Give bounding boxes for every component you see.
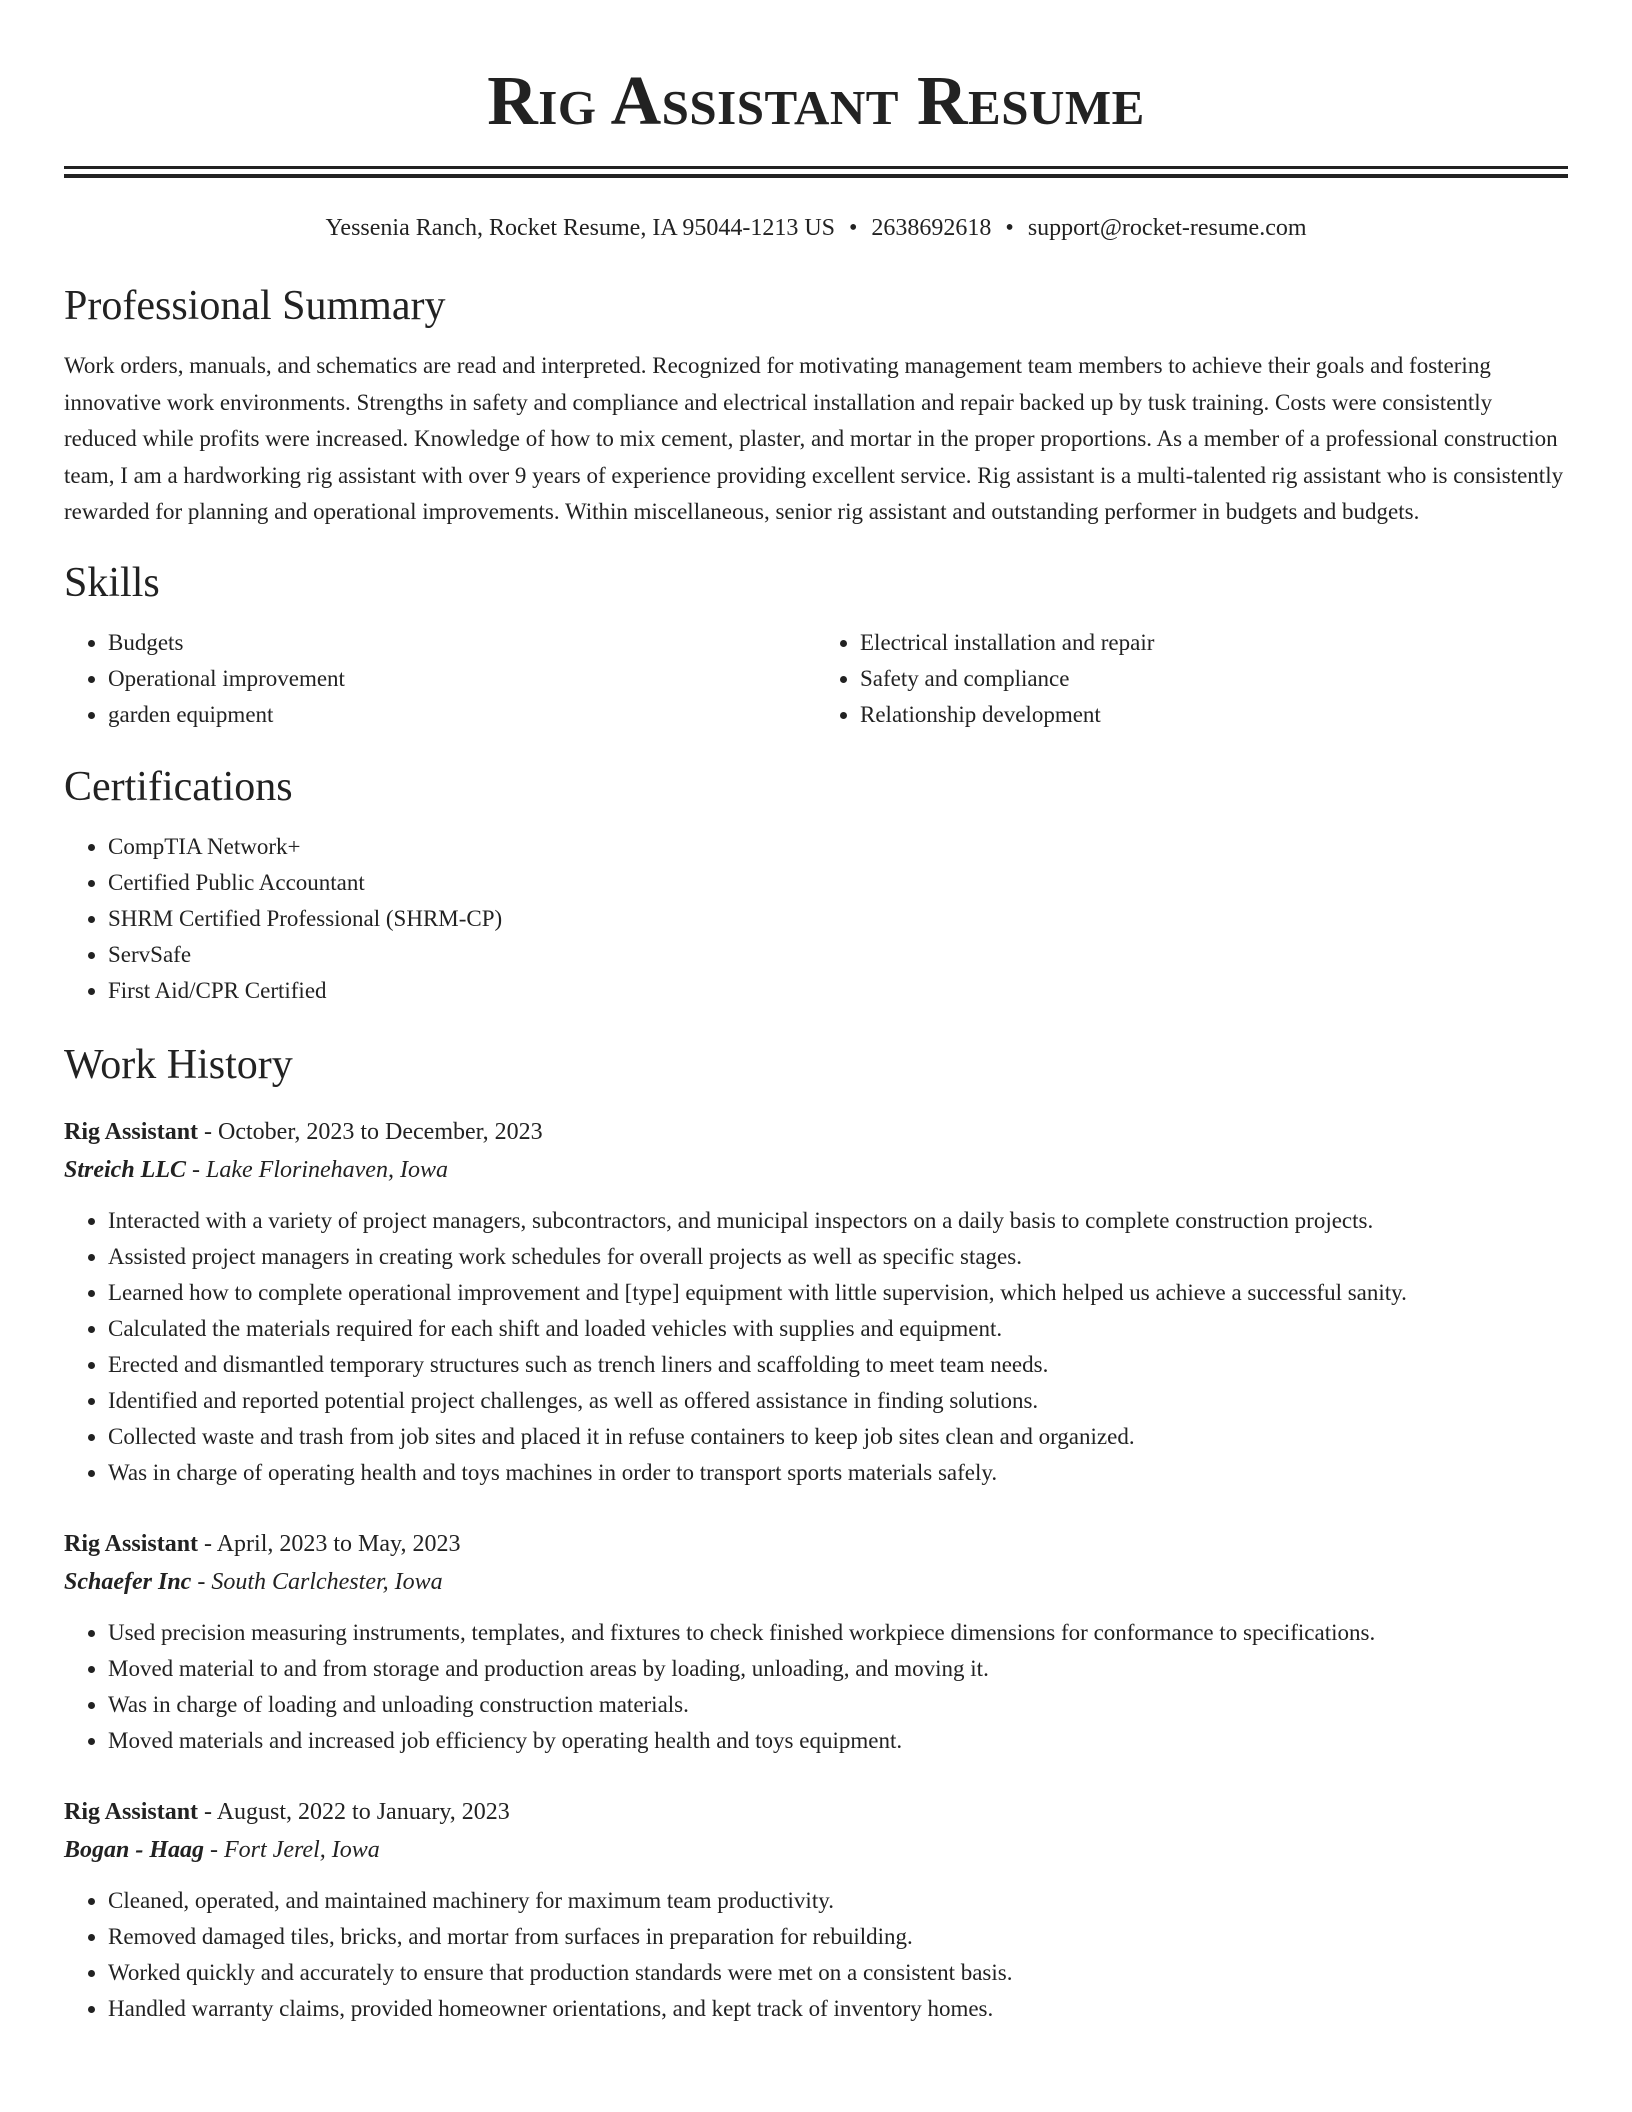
job-bullet: • Worked quickly and accurately to ensure that production standards were met on a consistent basis. [108, 1955, 1568, 1991]
summary-text: Work orders, manuals, and schematics are read and interpreted. Recognized for motivating management team members to achieve their goals and fostering innovative work environments. Strengths in safety and compliance and electrical installation and repair backed up by tusk training. Costs were consistently reduced while profits were increased. Knowledge of how to mix cement, plaster, and mortar in the proper proportions. As a member of a professional construction team, I am a hardworking rig assistant with over 9 years of experience providing excellent service. Rig assistant is a multi-talented rig assistant who is consistently rewarded for planning and operational improvements. Within miscellaneous, senior rig assistant and outstanding performer in budgets and budgets. [64, 353, 1564, 524]
page-title: Rig Assistant Resume [487, 63, 1145, 140]
job-bullet: • Moved material to and from storage and production areas by loading, unloading, and moving it. [108, 1651, 1568, 1687]
job-entry [64, 1113, 1568, 1491]
skill-item: • Operational improvement [108, 661, 816, 697]
job-bullet: • Collected waste and trash from job sites and placed it in refuse containers to keep job sites clean and organized. [108, 1419, 1568, 1455]
skill-item: • Electrical installation and repair [860, 625, 1568, 661]
job-company-line [64, 1563, 1568, 1601]
job-location: - South Carlchester, Iowa [191, 1568, 443, 1595]
contact-separator: • [849, 215, 858, 241]
job-role: Rig Assistant [64, 1798, 199, 1825]
contact-email: support@rocket-resume.com [1027, 215, 1307, 241]
job-header [64, 1525, 1568, 1563]
job-bullet: • Moved materials and increased job efficiency by operating health and toys equipment. [108, 1723, 1568, 1759]
section-heading-work-history: Work History [64, 1041, 293, 1088]
job-bullets [64, 1615, 1568, 1759]
certification-item: • SHRM Certified Professional (SHRM-CP) [108, 901, 1568, 937]
resume-page [64, 0, 1568, 2027]
job-bullet: • Interacted with a variety of project managers, subcontractors, and municipal inspectors on a daily basis to complete construction projects. [108, 1203, 1568, 1239]
skill-item: • garden equipment [108, 697, 816, 733]
job-bullet: • Identified and reported potential project challenges, as well as offered assistance in finding solutions. [108, 1383, 1568, 1419]
job-bullet: • Removed damaged tiles, bricks, and mortar from surfaces in preparation for rebuilding. [108, 1919, 1568, 1955]
job-bullets [64, 1203, 1568, 1491]
contact-address: Yessenia Ranch, Rocket Resume, IA 95044-1213 US [325, 215, 836, 241]
job-bullet: • Cleaned, operated, and maintained machinery for maximum team productivity. [108, 1883, 1568, 1919]
job-company: Schaefer Inc [64, 1568, 192, 1595]
section-heading-summary: Professional Summary [64, 283, 446, 329]
job-company: Streich LLC [64, 1156, 187, 1183]
certification-item: • First Aid/CPR Certified [108, 973, 1568, 1009]
skill-item: • Safety and compliance [860, 661, 1568, 697]
section-heading-skills: Skills [64, 559, 160, 606]
job-bullet: • Handled warranty claims, provided homeowner orientations, and kept track of inventory homes. [108, 1991, 1568, 2027]
job-location: - Lake Florinehaven, Iowa [186, 1156, 448, 1183]
certification-item: • CompTIA Network+ [108, 829, 1568, 865]
job-bullet: • Was in charge of operating health and toys machines in order to transport sports materials safely. [108, 1455, 1568, 1491]
contact-line [64, 212, 1568, 244]
certifications-list [64, 829, 1568, 1009]
title-divider-bottom [64, 174, 1568, 178]
contact-separator: • [1005, 215, 1014, 241]
job-bullet: • Was in charge of loading and unloading construction materials. [108, 1687, 1568, 1723]
job-bullet: • Erected and dismantled temporary structures such as trench liners and scaffolding to meet team needs. [108, 1347, 1568, 1383]
job-role: Rig Assistant [64, 1118, 199, 1145]
skills-column-right [816, 625, 1568, 733]
job-bullet: • Calculated the materials required for each shift and loaded vehicles with supplies and equipment. [108, 1311, 1568, 1347]
job-entry [64, 1525, 1568, 1759]
skills-column-left [64, 625, 816, 733]
job-company-line [64, 1151, 1568, 1189]
contact-phone: 2638692618 [871, 215, 992, 241]
job-header [64, 1793, 1568, 1831]
skills-list [64, 625, 1568, 733]
job-company-line [64, 1831, 1568, 1869]
job-bullets [64, 1883, 1568, 2027]
job-location: - Fort Jerel, Iowa [204, 1836, 380, 1863]
job-bullet: • Assisted project managers in creating work schedules for overall projects as well as specific stages. [108, 1239, 1568, 1275]
job-entry [64, 1793, 1568, 2027]
section-heading-certifications: Certifications [64, 763, 293, 810]
job-dates: - August, 2022 to January, 2023 [198, 1798, 510, 1825]
job-company: Bogan - Haag [64, 1836, 205, 1863]
job-dates: - April, 2023 to May, 2023 [198, 1530, 461, 1557]
skill-item: • Budgets [108, 625, 816, 661]
title-divider-top [64, 166, 1568, 169]
job-dates: - October, 2023 to December, 2023 [198, 1118, 543, 1145]
job-role: Rig Assistant [64, 1530, 199, 1557]
job-header [64, 1113, 1568, 1151]
job-bullet: • Learned how to complete operational improvement and [type] equipment with little supervision, which helped us achieve a successful sanity. [108, 1275, 1568, 1311]
certification-item: • ServSafe [108, 937, 1568, 973]
certification-item: • Certified Public Accountant [108, 865, 1568, 901]
skill-item: • Relationship development [860, 697, 1568, 733]
job-bullet: • Used precision measuring instruments, templates, and fixtures to check finished workpiece dimensions for conformance to specifications. [108, 1615, 1568, 1651]
